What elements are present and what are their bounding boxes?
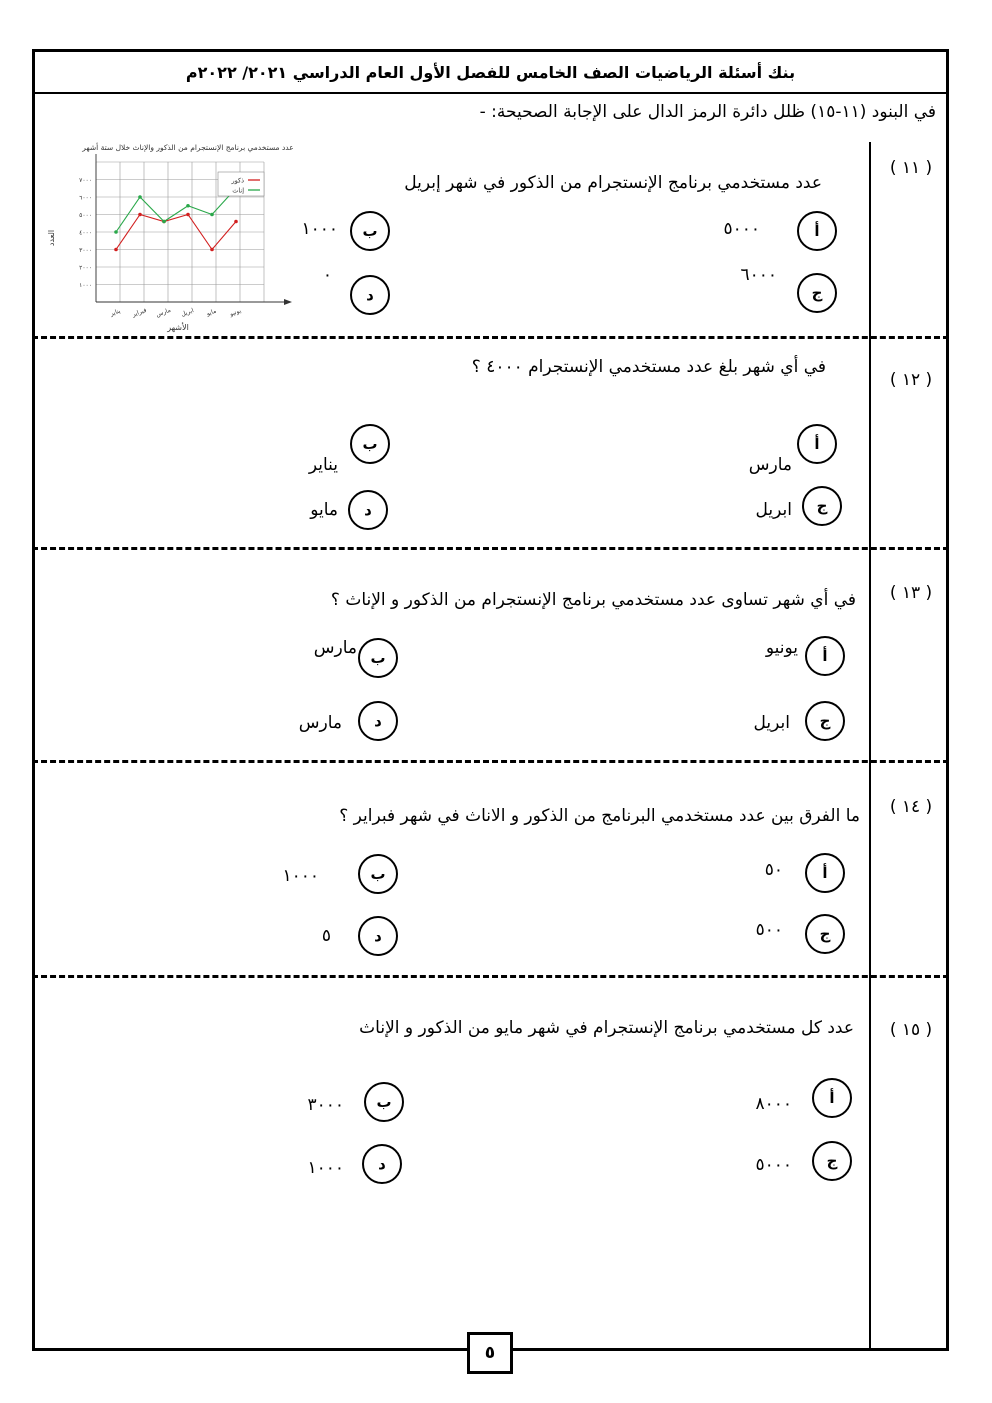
- option-circle[interactable]: أ: [797, 424, 837, 464]
- data-point: [210, 213, 214, 217]
- option-circle[interactable]: د: [350, 275, 390, 315]
- data-point: [186, 213, 190, 217]
- data-point: [210, 248, 214, 252]
- data-point: [186, 204, 190, 208]
- option-circle[interactable]: ب: [350, 424, 390, 464]
- option-circle[interactable]: أ: [805, 636, 845, 676]
- option-circle[interactable]: ج: [802, 486, 842, 526]
- y-tick-labels: [79, 177, 92, 289]
- option-value: ابريل: [753, 713, 790, 733]
- option-value: ابريل: [755, 500, 792, 520]
- x-tick-label: مايو: [205, 307, 218, 318]
- option-circle[interactable]: د: [348, 490, 388, 530]
- option-value: ٥٠: [764, 860, 783, 880]
- question-number: ( ١٢ ): [889, 370, 933, 390]
- x-tick-label: فبراير: [131, 306, 148, 319]
- option-circle[interactable]: أ: [812, 1078, 852, 1118]
- option-value: يونيو: [765, 638, 798, 658]
- page-number: ٥: [467, 1332, 513, 1374]
- y-tick-label: ٧٠٠٠: [79, 177, 92, 184]
- option-circle[interactable]: د: [362, 1144, 402, 1184]
- option-circle[interactable]: ج: [805, 914, 845, 954]
- y-axis-label: العدد: [47, 229, 56, 247]
- option-circle[interactable]: ج: [797, 273, 837, 313]
- x-axis-arrow: [284, 299, 292, 305]
- chart-legend: [218, 172, 264, 196]
- question-divider: [32, 547, 949, 550]
- question-number: ( ١٥ ): [889, 1020, 933, 1040]
- question-text: عدد كل مستخدمي برنامج الإنستجرام في شهر مايو من الذكور و الإناث: [359, 1018, 854, 1038]
- line-chart: [40, 140, 300, 335]
- option-value: ٠: [322, 265, 332, 285]
- question-text: عدد مستخدمي برنامج الإنستجرام من الذكور في شهر إبريل: [404, 173, 822, 193]
- x-axis-label: الأشهر: [167, 323, 189, 332]
- question-divider: [32, 760, 949, 763]
- page-title: بنك أسئلة الرياضيات الصف الخامس للفصل الأول العام الدراسي ٢٠٢١/ ٢٠٢٢م: [35, 52, 946, 94]
- option-value: ٥: [321, 926, 331, 946]
- option-value: ١٠٠٠: [301, 219, 338, 239]
- option-circle[interactable]: ب: [350, 211, 390, 251]
- option-value: ٥٠٠٠: [755, 1155, 792, 1175]
- y-tick-label: ٤٠٠٠: [79, 229, 92, 237]
- option-circle[interactable]: د: [358, 701, 398, 741]
- question-text: في أي شهر تساوى عدد مستخدمي برنامج الإنستجرام من الذكور و الإناث ؟: [330, 590, 856, 610]
- option-value: ٨٠٠٠: [755, 1094, 792, 1114]
- option-circle[interactable]: ج: [812, 1141, 852, 1181]
- option-circle[interactable]: ج: [805, 701, 845, 741]
- data-point: [162, 220, 166, 224]
- question-divider: [32, 336, 949, 339]
- number-column-divider: [869, 142, 871, 1351]
- legend-label: ذكور: [231, 176, 244, 185]
- option-circle[interactable]: ب: [364, 1082, 404, 1122]
- y-tick-label: ٢٠٠٠: [79, 264, 92, 272]
- question-text: في أي شهر بلغ عدد مستخدمي الإنستجرام ٤٠٠٠ ؟: [471, 357, 826, 377]
- option-value: ١٠٠٠: [282, 866, 319, 886]
- question-number: ( ١٤ ): [889, 797, 933, 817]
- question-text: ما الفرق بين عدد مستخدمي البرنامج من الذكور و الاناث في شهر فبراير ؟: [339, 806, 860, 826]
- option-circle[interactable]: د: [358, 916, 398, 956]
- y-tick-label: ٣٠٠٠: [79, 247, 92, 254]
- question-divider: [32, 975, 949, 978]
- question-number: ( ١٣ ): [889, 583, 933, 603]
- option-circle[interactable]: أ: [805, 853, 845, 893]
- legend-label: إناث: [232, 186, 244, 195]
- option-value: مارس: [313, 638, 357, 658]
- option-value: مارس: [298, 713, 342, 733]
- x-tick-label: ابريل: [180, 307, 195, 319]
- x-tick-label: يناير: [109, 307, 122, 318]
- data-point: [114, 230, 118, 234]
- y-tick-label: ٥٠٠٠: [79, 212, 92, 219]
- option-value: يناير: [308, 455, 338, 475]
- option-value: ٥٠٠: [755, 920, 783, 940]
- y-tick-label: ٦٠٠٠: [79, 194, 92, 202]
- x-tick-label: مارس: [155, 306, 172, 319]
- x-tick-label: يونيو: [228, 307, 243, 318]
- option-value: ٥٠٠٠: [723, 219, 760, 239]
- data-point: [234, 220, 238, 224]
- data-point: [138, 213, 142, 217]
- option-circle[interactable]: ب: [358, 638, 398, 678]
- option-value: ٣٠٠٠: [307, 1095, 344, 1115]
- question-number: ( ١١ ): [889, 158, 933, 178]
- option-value: مارس: [748, 455, 792, 475]
- y-tick-label: ١٠٠٠: [79, 282, 92, 289]
- option-value: ١٠٠٠: [307, 1158, 344, 1178]
- option-circle[interactable]: أ: [797, 211, 837, 251]
- x-tick-labels: [109, 307, 243, 319]
- instructions: في البنود (١١-١٥) ظلل دائرة الرمز الدال على الإجابة الصحيحة: -: [479, 102, 936, 122]
- data-point: [114, 248, 118, 252]
- option-value: مايو: [310, 500, 338, 520]
- chart-title: عدد مستخدمي برنامج الإنستجرام من الذكور والإناث خلال ستة أشهر: [82, 143, 294, 152]
- option-circle[interactable]: ب: [358, 854, 398, 894]
- option-value: ٦٠٠٠: [740, 265, 777, 285]
- data-point: [138, 195, 142, 199]
